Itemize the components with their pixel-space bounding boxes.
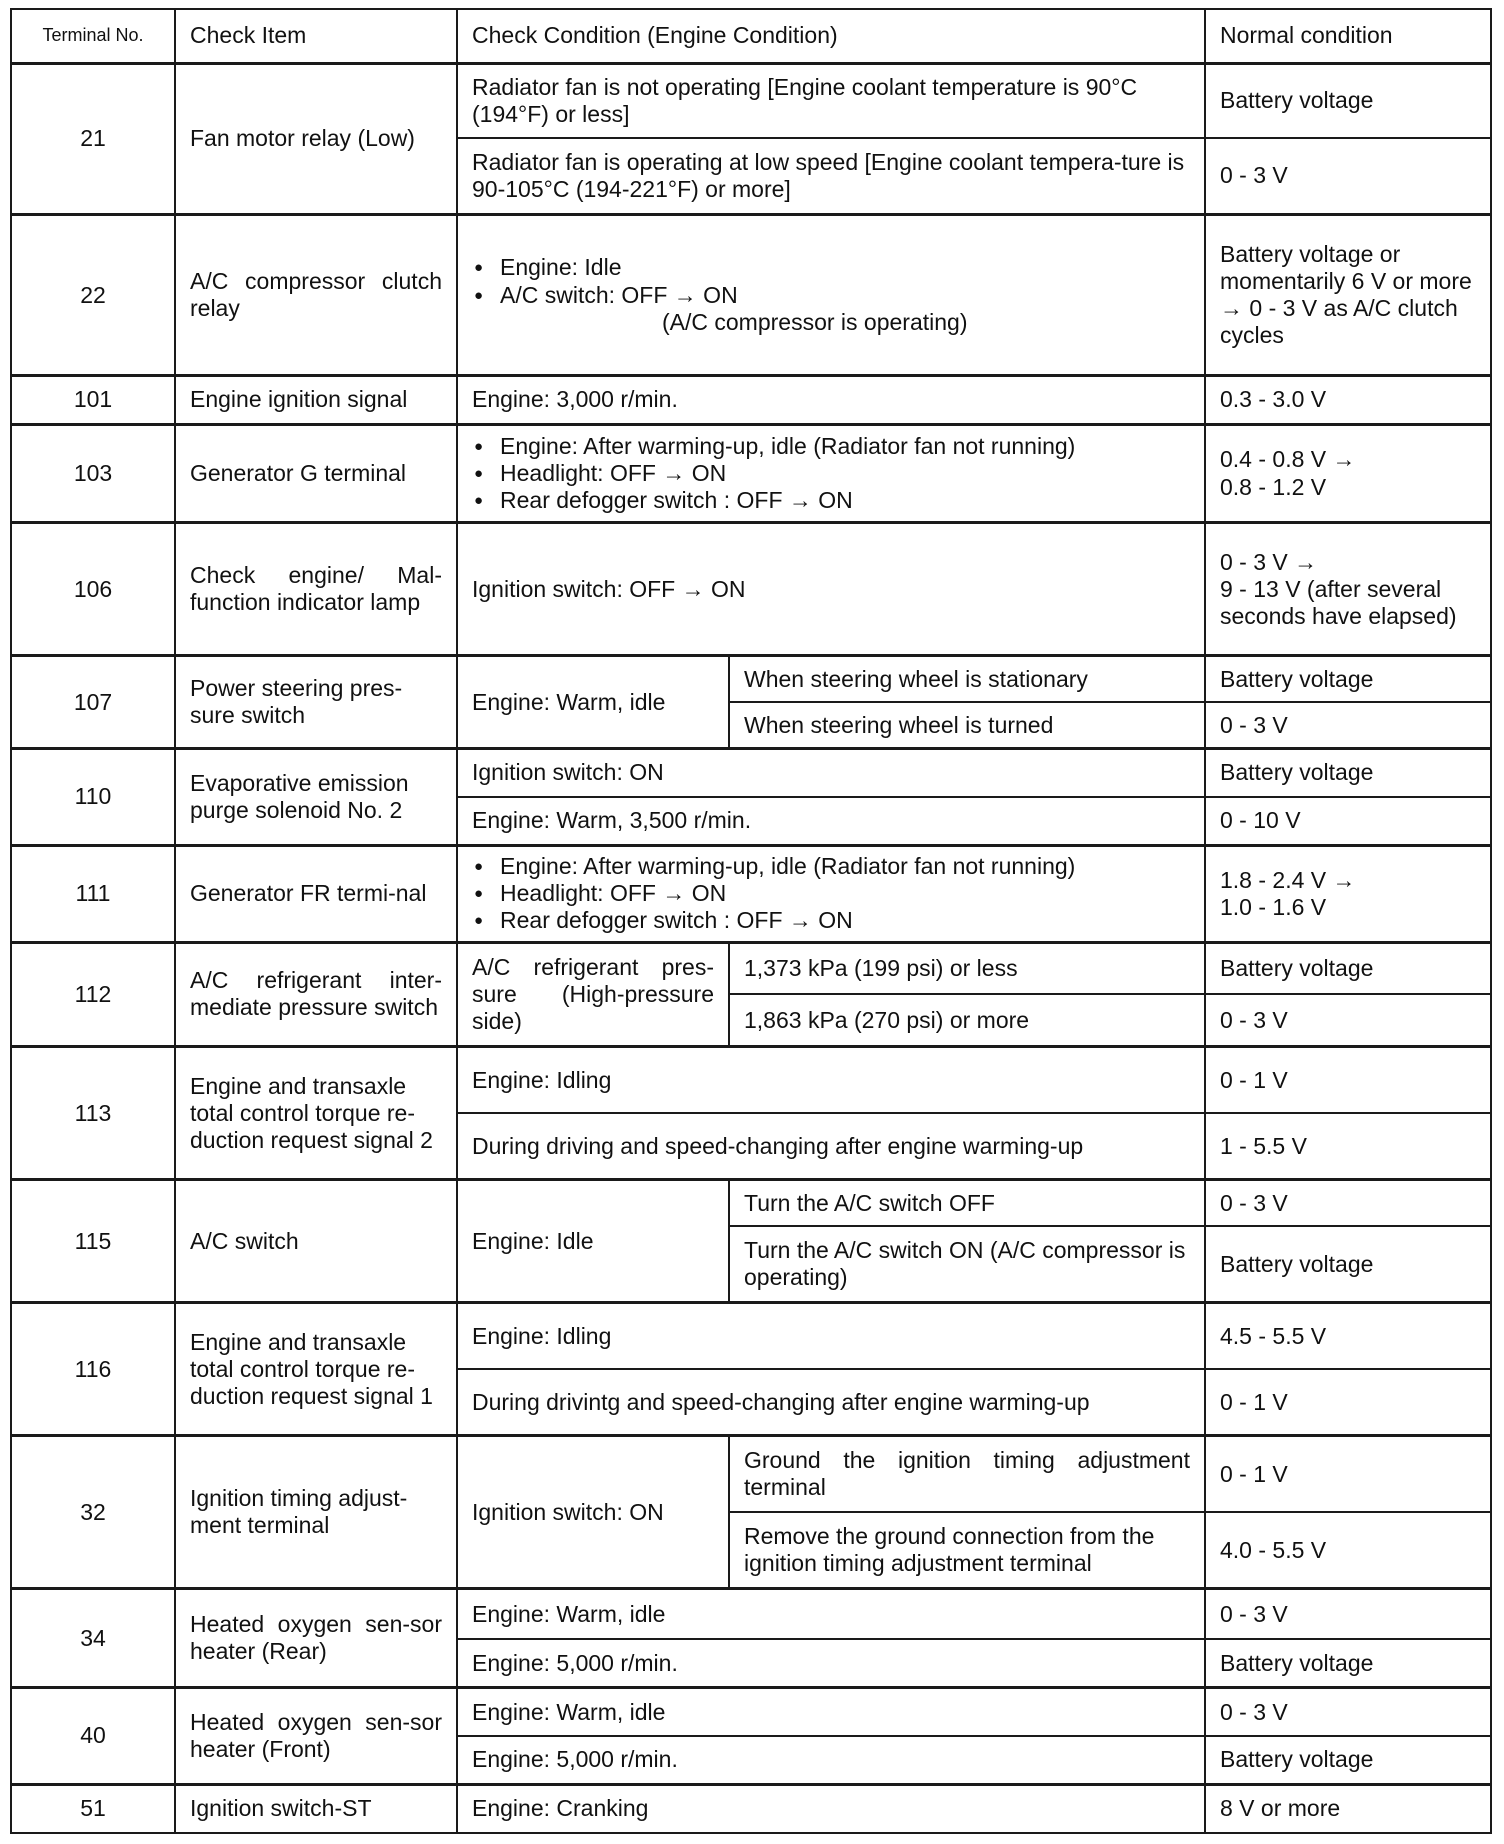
normal-condition: Battery voltage [1205,63,1491,138]
condition-bullet: ● Engine: After warming-up, idle (Radiator fan not running) [472,433,1190,460]
header-check-item: Check Item [175,9,457,63]
check-subcondition: When steering wheel is turned [729,702,1205,748]
condition-bullet: ● Headlight: OFF → ON [472,460,1190,487]
check-subcondition: 1,373 kPa (199 psi) or less [729,942,1205,994]
condition-bullet: ● A/C switch: OFF → ON [472,282,1190,309]
terminal-number: 22 [11,215,175,376]
table-row [11,1589,1491,1639]
normal-condition: 1 - 5.5 V [1205,1113,1491,1180]
header-row [11,9,1491,63]
normal-condition [1205,523,1491,656]
condition-note: (A/C compressor is operating) [662,308,968,335]
normal-condition: Battery voltage [1205,1736,1491,1784]
terminal-number: 101 [11,376,175,424]
table-row [11,1436,1491,1513]
check-condition: Radiator fan is not operating [Engine coolant temperature is 90°C (194°F) or less] [457,63,1205,138]
normal-condition: 0 - 3 V [1205,702,1491,748]
table-row [11,1784,1491,1833]
normal-condition: 8 V or more [1205,1784,1491,1833]
check-subcondition: When steering wheel is stationary [729,656,1205,702]
check-condition: Engine: Warm, idle [457,1589,1205,1639]
check-item: Engine ignition signal [175,376,457,424]
normal-condition: 0 - 10 V [1205,797,1491,845]
check-condition: A/C refrigerant pres-sure (High-pressure side) [457,942,729,1047]
check-condition: During drivintg and speed-changing after engine warming-up [457,1369,1205,1436]
table-row [11,1047,1491,1114]
check-item: Heated oxygen sen-sor heater (Front) [175,1688,457,1785]
condition-bullet: ● Rear defogger switch : OFF → ON [472,907,1190,934]
normal-condition: Battery voltage [1205,942,1491,994]
terminal-number: 112 [11,942,175,1047]
table-row [11,845,1491,942]
normal-condition: Battery voltage [1205,1639,1491,1687]
normal-condition: 0 - 3 V [1205,1688,1491,1736]
terminal-number: 111 [11,845,175,942]
normal-condition: Battery voltage [1205,656,1491,702]
check-subcondition: Turn the A/C switch ON (A/C compressor is operating) [729,1226,1205,1303]
check-item: A/C switch [175,1180,457,1303]
table-row [11,749,1491,797]
normal-condition: 0 - 1 V [1205,1436,1491,1513]
terminal-number: 103 [11,424,175,523]
normal-condition: 0 - 3 V [1205,138,1491,215]
normal-condition: 0 - 3 V [1205,1180,1491,1226]
check-condition: Engine: 3,000 r/min. [457,376,1205,424]
check-condition: During driving and speed-changing after engine warming-up [457,1113,1205,1180]
condition-bullet: ● Engine: Idle [472,254,1190,281]
normal-condition: Battery voltage [1205,749,1491,797]
check-item: Engine and transaxle total control torque re-duction request signal 2 [175,1047,457,1180]
terminal-check-table [10,8,1492,1834]
check-item: Generator FR termi-nal [175,845,457,942]
check-condition [457,215,1205,376]
table-row [11,1303,1491,1370]
check-condition: Engine: Warm, 3,500 r/min. [457,797,1205,845]
terminal-number: 116 [11,1303,175,1436]
table-row [11,942,1491,994]
header-normal-condition: Normal condition [1205,9,1491,63]
normal-condition [1205,424,1491,523]
check-subcondition: Remove the ground connection from the ignition timing adjustment terminal [729,1512,1205,1589]
terminal-number: 40 [11,1688,175,1785]
check-condition: Engine: Idling [457,1047,1205,1114]
normal-condition: 4.0 - 5.5 V [1205,1512,1491,1589]
normal-line: 0 - 3 V → [1220,548,1318,575]
check-item: Ignition switch-ST [175,1784,457,1833]
check-item: Check engine/ Mal-function indicator lamp [175,523,457,656]
normal-condition: Battery voltage [1205,1226,1491,1303]
normal-line: 1.0 - 1.6 V [1220,893,1327,920]
check-condition: Engine: 5,000 r/min. [457,1639,1205,1687]
check-item: A/C refrigerant inter-mediate pressure switch [175,942,457,1047]
normal-condition: 0 - 3 V [1205,994,1491,1046]
table-row [11,1688,1491,1736]
normal-condition [1205,845,1491,942]
check-condition: Radiator fan is operating at low speed [Engine coolant tempera-ture is 90-105°C (194-221°F) or more] [457,138,1205,215]
check-subcondition: Turn the A/C switch OFF [729,1180,1205,1226]
terminal-number: 110 [11,749,175,846]
check-item: Heated oxygen sen-sor heater (Rear) [175,1589,457,1688]
header-terminal-no: Terminal No. [11,9,175,63]
header-check-condition: Check Condition (Engine Condition) [457,9,1205,63]
condition-bullet: ● Engine: After warming-up, idle (Radiator fan not running) [472,853,1190,880]
terminal-number: 21 [11,63,175,214]
normal-condition: 0.3 - 3.0 V [1205,376,1491,424]
check-condition: Ignition switch: OFF → ON [457,523,1205,656]
check-condition: Engine: Idle [457,1180,729,1303]
normal-line: 9 - 13 V (after several seconds have elapsed) [1220,575,1457,629]
check-condition: Engine: Warm, idle [457,656,729,749]
check-item: Generator G terminal [175,424,457,523]
table-row [11,523,1491,656]
check-condition: Engine: Cranking [457,1784,1205,1833]
normal-line: 0.8 - 1.2 V [1220,473,1327,500]
check-item: Power steering pres-sure switch [175,656,457,749]
check-condition: Ignition switch: ON [457,749,1205,797]
normal-condition: 0 - 3 V [1205,1589,1491,1639]
normal-line: 0.4 - 0.8 V → [1220,446,1356,473]
check-item: Fan motor relay (Low) [175,63,457,214]
check-condition: Engine: Warm, idle [457,1688,1205,1736]
normal-condition: 0 - 1 V [1205,1369,1491,1436]
table-row [11,1180,1491,1226]
normal-line: 1.8 - 2.4 V → [1220,866,1356,893]
normal-condition: 4.5 - 5.5 V [1205,1303,1491,1370]
check-subcondition: Ground the ignition timing adjustment terminal [729,1436,1205,1513]
check-condition: Ignition switch: ON [457,1436,729,1589]
terminal-number: 115 [11,1180,175,1303]
table-row [11,424,1491,523]
terminal-number: 34 [11,1589,175,1688]
condition-bullet: ● Headlight: OFF → ON [472,880,1190,907]
terminal-number: 51 [11,1784,175,1833]
table-row [11,215,1491,376]
check-item: Engine and transaxle total control torque re-duction request signal 1 [175,1303,457,1436]
check-subcondition: 1,863 kPa (270 psi) or more [729,994,1205,1046]
check-condition: Engine: Idling [457,1303,1205,1370]
table-row [11,376,1491,424]
normal-condition: Battery voltage or momentarily 6 V or more → 0 - 3 V as A/C clutch cycles [1205,215,1491,376]
terminal-number: 107 [11,656,175,749]
check-condition: Engine: 5,000 r/min. [457,1736,1205,1784]
condition-bullet: ● Rear defogger switch : OFF → ON [472,487,1190,514]
check-item: A/C compressor clutch relay [175,215,457,376]
terminal-number: 32 [11,1436,175,1589]
normal-condition: 0 - 1 V [1205,1047,1491,1114]
terminal-number: 113 [11,1047,175,1180]
table-row [11,656,1491,702]
check-condition [457,845,1205,942]
check-item: Ignition timing adjust-ment terminal [175,1436,457,1589]
check-item: Evaporative emission purge solenoid No. 2 [175,749,457,846]
table-row [11,63,1491,138]
check-condition [457,424,1205,523]
terminal-number: 106 [11,523,175,656]
